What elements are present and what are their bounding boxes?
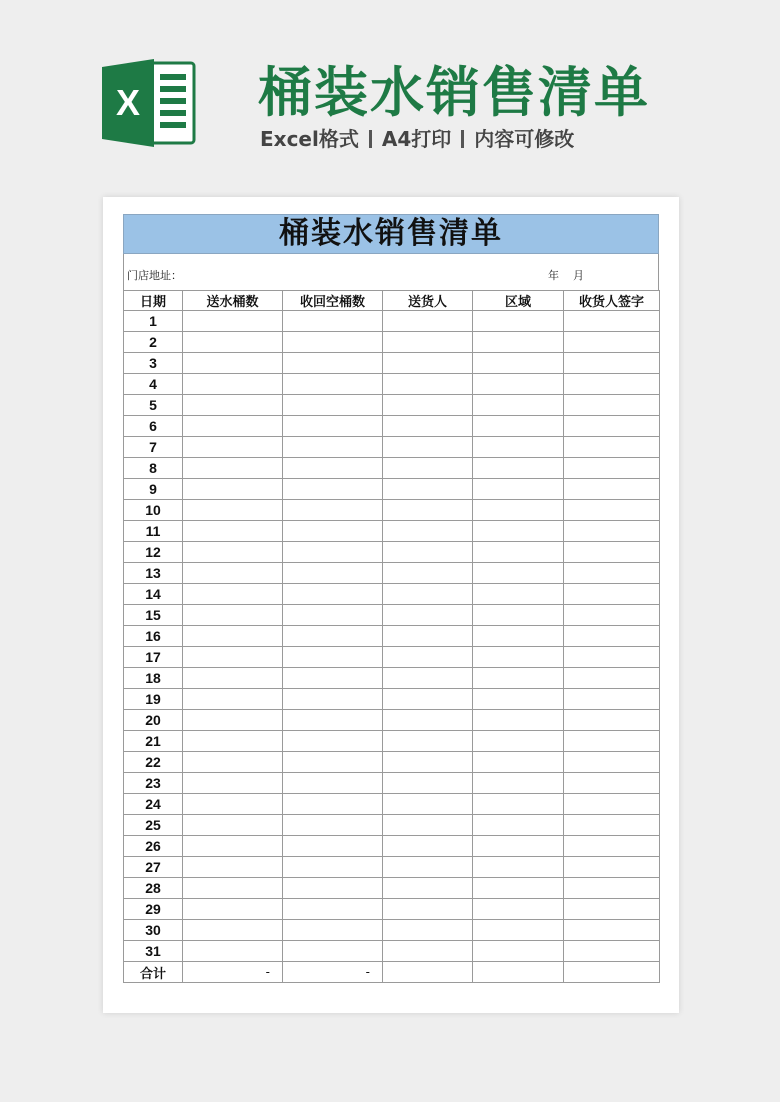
day-cell: 10 [124,500,183,521]
table-row [124,542,660,563]
table-cell[interactable] [183,941,283,962]
table-row [124,752,660,773]
day-cell: 20 [124,710,183,731]
banner-subtitle [260,124,574,154]
total-label: 合计 [124,962,183,983]
table-cell[interactable] [564,899,660,920]
table-cell[interactable] [183,626,283,647]
table-cell[interactable] [283,563,383,584]
table-cell[interactable] [473,710,564,731]
table-cell[interactable] [383,311,473,332]
table-cell[interactable] [564,752,660,773]
table-cell[interactable] [183,437,283,458]
table-cell[interactable] [283,647,383,668]
table-row [124,605,660,626]
table-cell[interactable] [383,752,473,773]
table-cell[interactable] [283,815,383,836]
table-cell[interactable] [564,857,660,878]
table-cell[interactable] [564,878,660,899]
table-cell[interactable] [283,941,383,962]
day-cell: 27 [124,857,183,878]
table-cell[interactable] [183,584,283,605]
table-cell[interactable] [283,878,383,899]
table-cell[interactable] [564,416,660,437]
subtitle-format: Excel格式 [260,127,359,151]
table-cell[interactable] [564,542,660,563]
table-row [124,563,660,584]
separator [461,130,464,148]
table-row [124,710,660,731]
table-cell[interactable] [383,563,473,584]
table-cell[interactable] [564,605,660,626]
table-cell[interactable] [283,689,383,710]
table-cell[interactable] [183,836,283,857]
table-cell[interactable] [564,458,660,479]
table-cell[interactable] [183,731,283,752]
table-cell[interactable] [383,584,473,605]
table-cell[interactable] [283,920,383,941]
day-cell: 31 [124,941,183,962]
table-cell[interactable] [383,899,473,920]
table-cell[interactable] [473,899,564,920]
table-header-row [124,291,660,311]
table-cell[interactable] [183,374,283,395]
day-cell: 12 [124,542,183,563]
table-cell[interactable] [383,710,473,731]
total-row [124,962,660,983]
table-cell[interactable] [283,605,383,626]
table-cell[interactable] [383,395,473,416]
table-cell[interactable] [183,416,283,437]
table-cell[interactable] [473,584,564,605]
table-row [124,836,660,857]
table-cell[interactable] [183,794,283,815]
table-cell[interactable] [564,521,660,542]
day-cell: 25 [124,815,183,836]
table-cell[interactable] [564,437,660,458]
table-cell[interactable] [383,605,473,626]
day-cell: 17 [124,647,183,668]
total-bottles-sent[interactable]: - [183,962,283,983]
table-cell[interactable] [473,416,564,437]
table-cell[interactable] [473,857,564,878]
table-cell[interactable] [183,311,283,332]
table-row [124,353,660,374]
table-row [124,773,660,794]
day-cell: 19 [124,689,183,710]
table-cell[interactable] [564,794,660,815]
table-cell[interactable] [383,626,473,647]
store-address-label: 门店地址： [127,269,182,282]
day-cell: 14 [124,584,183,605]
table-cell[interactable] [383,773,473,794]
table-cell[interactable] [183,542,283,563]
table-cell[interactable] [183,899,283,920]
table-row [124,857,660,878]
table-row [124,815,660,836]
table-cell[interactable] [473,626,564,647]
table-row [124,920,660,941]
table-cell[interactable] [383,878,473,899]
table-row [124,626,660,647]
table-cell[interactable] [383,458,473,479]
table-cell[interactable] [283,521,383,542]
table-row [124,500,660,521]
day-cell: 22 [124,752,183,773]
table-cell[interactable] [183,752,283,773]
table-row [124,689,660,710]
table-row [124,374,660,395]
column-header: 收回空桶数 [283,291,383,311]
table-cell[interactable] [473,311,564,332]
table-cell[interactable] [473,500,564,521]
table-cell[interactable] [283,437,383,458]
table-cell[interactable] [473,815,564,836]
table-cell[interactable] [283,353,383,374]
table-cell[interactable] [383,374,473,395]
table-cell[interactable] [383,920,473,941]
column-header: 区域 [473,291,564,311]
meta-row [123,254,659,290]
table-cell[interactable] [183,563,283,584]
day-cell: 4 [124,374,183,395]
table-cell[interactable] [564,626,660,647]
column-header: 送水桶数 [183,291,283,311]
table-cell[interactable] [473,395,564,416]
table-row [124,941,660,962]
day-cell: 15 [124,605,183,626]
table-cell[interactable] [383,689,473,710]
table-cell[interactable] [383,479,473,500]
table-cell[interactable] [383,668,473,689]
table-cell[interactable] [183,668,283,689]
table-row [124,731,660,752]
table-cell[interactable] [283,395,383,416]
table-cell[interactable] [183,458,283,479]
table-row [124,479,660,500]
table-row [124,584,660,605]
table-cell[interactable] [564,395,660,416]
table-cell[interactable] [183,395,283,416]
table-cell[interactable] [183,353,283,374]
table-cell[interactable] [564,563,660,584]
table-cell[interactable] [564,731,660,752]
table-cell[interactable] [283,416,383,437]
table-cell[interactable] [383,857,473,878]
table-cell[interactable] [473,647,564,668]
day-cell: 21 [124,731,183,752]
table-cell[interactable] [283,899,383,920]
table-cell[interactable] [383,500,473,521]
table-cell[interactable] [564,374,660,395]
table-cell[interactable] [473,437,564,458]
table-cell[interactable] [283,731,383,752]
table-row [124,395,660,416]
table-cell[interactable] [564,584,660,605]
table-cell[interactable] [473,773,564,794]
table-cell[interactable] [183,332,283,353]
table-cell[interactable] [383,962,473,983]
table-cell[interactable] [283,794,383,815]
table-cell[interactable] [183,710,283,731]
column-header: 日期 [124,291,183,311]
table-cell[interactable] [473,668,564,689]
table-row [124,437,660,458]
table-cell[interactable] [283,773,383,794]
table-cell[interactable] [564,773,660,794]
table-cell[interactable] [283,374,383,395]
table-cell[interactable] [564,311,660,332]
table-cell[interactable] [564,353,660,374]
table-cell[interactable] [383,731,473,752]
table-cell[interactable] [473,458,564,479]
table-cell[interactable] [183,773,283,794]
excel-logo-letter: X [115,82,141,123]
sheet-title: 桶装水销售清单 [123,214,659,254]
table-row [124,668,660,689]
table-cell[interactable] [183,857,283,878]
table-row [124,794,660,815]
table-row [124,878,660,899]
table-cell[interactable] [383,794,473,815]
day-cell: 13 [124,563,183,584]
table-cell[interactable] [283,668,383,689]
table-cell[interactable] [183,815,283,836]
table-cell[interactable] [183,521,283,542]
table-cell[interactable] [383,647,473,668]
table-row [124,332,660,353]
table-cell[interactable] [283,500,383,521]
table-cell[interactable] [283,710,383,731]
table-cell[interactable] [473,374,564,395]
day-cell: 1 [124,311,183,332]
table-body [124,311,660,962]
table-cell[interactable] [283,626,383,647]
day-cell: 29 [124,899,183,920]
table-cell[interactable] [283,542,383,563]
month-label: 月 [573,269,584,282]
column-header: 送货人 [383,291,473,311]
table-cell[interactable] [183,689,283,710]
table-cell[interactable] [383,416,473,437]
table-cell[interactable] [283,752,383,773]
table-cell[interactable] [564,647,660,668]
day-cell: 6 [124,416,183,437]
table-cell[interactable] [564,920,660,941]
table-cell[interactable] [183,500,283,521]
table-cell[interactable] [473,353,564,374]
table-cell[interactable] [473,752,564,773]
day-cell: 24 [124,794,183,815]
table-cell[interactable] [473,836,564,857]
table-cell[interactable] [383,836,473,857]
table-cell[interactable] [283,836,383,857]
separator [369,130,372,148]
table-cell[interactable] [183,605,283,626]
day-cell: 2 [124,332,183,353]
table-cell[interactable] [473,542,564,563]
table-cell[interactable] [383,437,473,458]
table-cell[interactable] [383,353,473,374]
table-cell[interactable] [564,668,660,689]
table-cell[interactable] [383,815,473,836]
table-cell[interactable] [383,542,473,563]
table-cell[interactable] [183,647,283,668]
table-row [124,458,660,479]
excel-logo-icon [100,57,196,149]
document-page [103,197,679,1013]
table-row [124,647,660,668]
spreadsheet [123,214,659,983]
table-cell[interactable] [283,332,383,353]
table-cell[interactable] [473,479,564,500]
table-cell[interactable] [283,584,383,605]
table-cell[interactable] [564,710,660,731]
table-cell[interactable] [473,941,564,962]
table-cell[interactable] [283,857,383,878]
table-cell[interactable] [473,563,564,584]
table-cell[interactable] [383,332,473,353]
table-cell[interactable] [183,878,283,899]
subtitle-editable: 内容可修改 [474,127,575,151]
table-cell[interactable] [283,458,383,479]
day-cell: 11 [124,521,183,542]
table-cell[interactable] [564,836,660,857]
table-cell[interactable] [183,479,283,500]
table-cell[interactable] [473,731,564,752]
table-cell[interactable] [383,521,473,542]
table-cell[interactable] [473,689,564,710]
banner-title: 桶装水销售清单 [258,61,650,124]
day-cell: 16 [124,626,183,647]
table-row [124,416,660,437]
day-cell: 23 [124,773,183,794]
table-cell[interactable] [564,941,660,962]
table-cell[interactable] [564,500,660,521]
table-cell[interactable] [283,479,383,500]
table-cell[interactable] [564,689,660,710]
day-cell: 8 [124,458,183,479]
table-cell[interactable] [473,962,564,983]
day-cell: 5 [124,395,183,416]
table-cell[interactable] [473,878,564,899]
table-row [124,311,660,332]
table-cell[interactable] [473,794,564,815]
day-cell: 26 [124,836,183,857]
table-cell[interactable] [473,605,564,626]
banner [0,0,780,190]
table-cell[interactable] [473,332,564,353]
table-cell[interactable] [473,521,564,542]
year-label: 年 [548,269,559,282]
table-cell[interactable] [564,962,660,983]
column-header: 收货人签字 [564,291,660,311]
day-cell: 3 [124,353,183,374]
table-cell[interactable] [183,920,283,941]
day-cell: 9 [124,479,183,500]
sales-table [123,290,660,983]
table-cell[interactable] [283,311,383,332]
table-row [124,521,660,542]
table-cell[interactable] [473,920,564,941]
total-empty-returned[interactable]: - [283,962,383,983]
day-cell: 28 [124,878,183,899]
table-cell[interactable] [383,941,473,962]
day-cell: 30 [124,920,183,941]
table-cell[interactable] [564,332,660,353]
subtitle-print: A4打印 [381,127,452,151]
day-cell: 7 [124,437,183,458]
table-row [124,899,660,920]
table-cell[interactable] [564,479,660,500]
day-cell: 18 [124,668,183,689]
table-cell[interactable] [564,815,660,836]
